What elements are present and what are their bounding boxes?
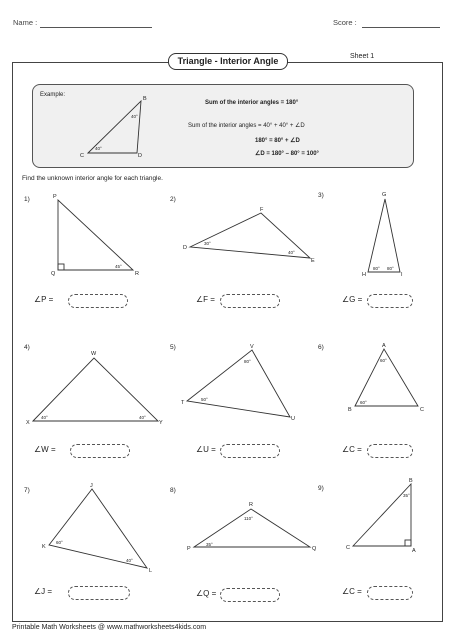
t1-vertex-r: R [135, 271, 139, 277]
worksheet-title: Triangle - Interior Angle [168, 53, 288, 70]
name-label: Name : [13, 18, 38, 27]
problem-4-number: 4) [24, 344, 30, 351]
t5-vertex-t: T [181, 400, 185, 406]
t5-angle-t: 50° [201, 397, 208, 402]
triangle-4 [33, 358, 158, 421]
t6-vertex-b: B [348, 407, 352, 413]
problem-2-answer-label: ∠F = [196, 295, 215, 304]
t8-angle-p: 35° [206, 542, 213, 547]
t8-vertex-p: P [187, 546, 191, 552]
t3-angle-h: 80° [373, 266, 380, 271]
example-vertex-b: B [143, 96, 147, 102]
t7-angle-l: 40° [126, 558, 133, 563]
t3-vertex-i: I [401, 272, 403, 278]
example-vertex-d: D [138, 153, 142, 159]
t9-vertex-b: B [409, 478, 413, 484]
t1-vertex-p: P [53, 194, 57, 200]
t4-vertex-w: W [91, 351, 97, 357]
example-vertex-c: C [80, 153, 84, 159]
example-angle-c: 40° [95, 146, 102, 151]
problem-4-answer-label: ∠W = [34, 445, 56, 454]
problem-9-number: 9) [318, 485, 324, 492]
t3-angle-i: 80° [387, 266, 394, 271]
problem-3-answer-label: ∠G = [342, 295, 363, 304]
t6-angle-a: 60° [380, 358, 387, 363]
example-line2: 180° = 80° + ∠D [255, 138, 300, 144]
t5-vertex-u: U [291, 416, 295, 422]
triangle-1 [58, 200, 133, 270]
t4-vertex-y: Y [159, 420, 163, 426]
t8-vertex-r: R [249, 502, 253, 508]
example-label: Example: [40, 92, 66, 98]
problem-3-number: 3) [318, 192, 324, 199]
t6-vertex-a: A [382, 343, 386, 349]
footer-credit: Printable Math Worksheets @ www.mathworksheets4kids.com [12, 624, 207, 631]
t3-vertex-h: H [362, 272, 366, 278]
problem-1-answer-label: ∠P = [34, 295, 54, 304]
t4-angle-y: 40° [139, 415, 146, 420]
t1-vertex-q: Q [51, 271, 56, 277]
problem-1-number: 1) [24, 196, 30, 203]
t2-angle-e: 40° [288, 250, 295, 255]
instructions: Find the unknown interior angle for each triangle. [22, 175, 163, 182]
problem-8-answer-label: ∠Q = [196, 589, 217, 598]
problem-7-number: 7) [24, 487, 30, 494]
example-heading: Sum of the interior angles = 180° [205, 100, 299, 106]
t9-vertex-c: C [346, 545, 350, 551]
problem-9-answer-label: ∠C = [342, 587, 362, 596]
problem-2-number: 2) [170, 196, 176, 203]
example-line3: ∠D = 180° – 80° = 100° [255, 151, 319, 157]
t1-angle-r: 45° [115, 264, 122, 269]
problem-5-number: 5) [170, 344, 176, 351]
example-line1: Sum of the interior angles = 40° + 40° + ∠D [188, 123, 305, 129]
t7-vertex-j: J [90, 483, 93, 489]
problem-7-answer-label: ∠J = [34, 587, 53, 596]
triangle-7 [49, 489, 147, 568]
t4-vertex-x: X [26, 420, 30, 426]
t9-vertex-a: A [412, 548, 416, 554]
t3-vertex-g: G [382, 192, 387, 198]
t7-vertex-k: K [42, 544, 46, 550]
triangle-3 [368, 199, 400, 272]
t9-angle-b: 35° [403, 493, 410, 498]
problem-6-number: 6) [318, 344, 324, 351]
t7-angle-k: 60° [56, 540, 63, 545]
example-angle-b: 40° [131, 114, 138, 119]
t2-vertex-e: E [311, 258, 315, 264]
t2-angle-d: 30° [204, 241, 211, 246]
problem-8-number: 8) [170, 487, 176, 494]
t6-vertex-c: C [420, 407, 424, 413]
t5-angle-v: 80° [244, 359, 251, 364]
t6-angle-b: 60° [360, 400, 367, 405]
score-label: Score : [333, 18, 357, 27]
t2-vertex-f: F [260, 207, 264, 213]
triangle-5 [187, 350, 290, 417]
t8-angle-r: 110° [244, 516, 253, 521]
t4-angle-x: 40° [41, 415, 48, 420]
t7-vertex-l: L [149, 568, 153, 574]
t8-vertex-q: Q [312, 546, 317, 552]
t2-vertex-d: D [183, 245, 187, 251]
t5-vertex-v: V [250, 344, 254, 350]
problem-6-answer-label: ∠C = [342, 445, 362, 454]
problem-5-answer-label: ∠U = [196, 445, 216, 454]
sheet-label: Sheet 1 [350, 53, 375, 60]
